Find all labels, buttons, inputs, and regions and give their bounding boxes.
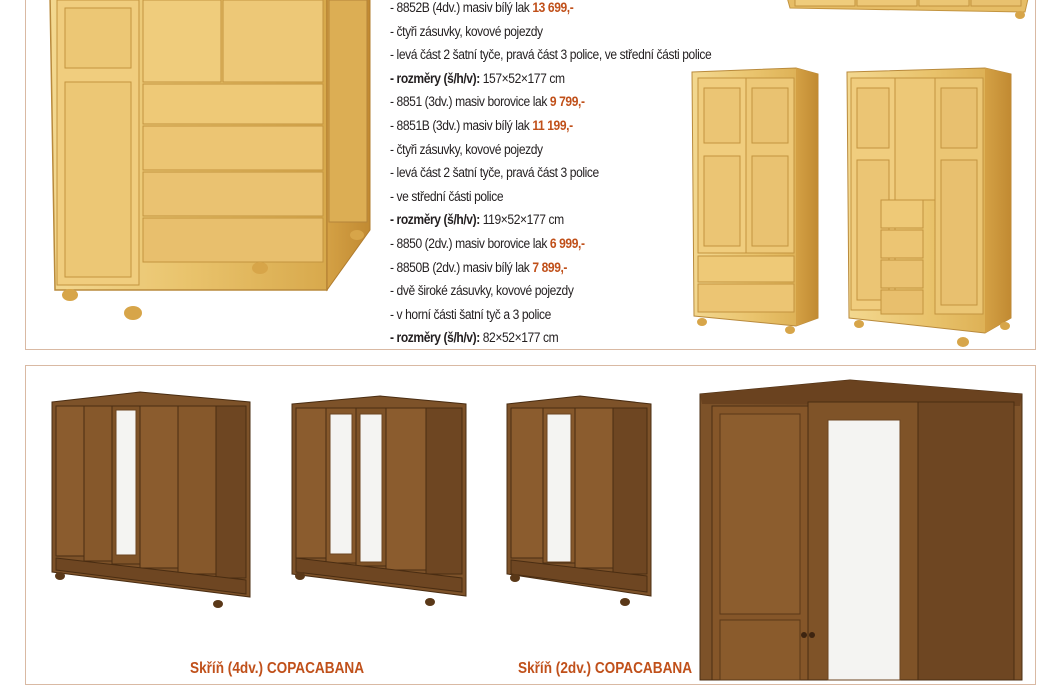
price: 7 899,- <box>532 259 568 275</box>
spec-line: - ve střední části police <box>390 188 504 204</box>
price: 9 799,- <box>549 94 585 110</box>
spec-line: - 8851 (3dv.) masiv borovice lak 9 799,- <box>390 94 585 110</box>
spec-line: - v horní části šatní tyč a 3 police <box>390 306 551 322</box>
price: 13 699,- <box>532 0 574 15</box>
spec-line: - čtyři zásuvky, kovové pojezdy <box>390 141 543 157</box>
wardrobe-2door-pine-image <box>690 68 822 338</box>
caption-four-door: Skříň (4dv.) COPACABANA <box>190 660 365 677</box>
spec-line: - 8851B (3dv.) masiv bílý lak 11 199,- <box>390 117 573 133</box>
price: 6 999,- <box>549 235 585 251</box>
spec-line: - čtyři zásuvky, kovové pojezdy <box>390 23 543 39</box>
caption-two-door: Skříň (2dv.) COPACABANA <box>518 660 693 677</box>
spec-line: - rozměry (š/h/v): 119×52×177 cm <box>390 212 564 228</box>
wardrobe-2door-walnut-large-image <box>700 380 1025 680</box>
spec-line: - dvě široké zásuvky, kovové pojezdy <box>390 283 574 299</box>
spec-line: - levá část 2 šatní tyče, pravá část 3 police, ve střední části police <box>390 47 712 63</box>
price: 11 199,- <box>532 117 573 133</box>
wardrobe-3door-mirror-walnut-image <box>505 396 655 611</box>
spec-line: - rozměry (š/h/v): 82×52×177 cm <box>390 330 559 346</box>
wardrobe-top-partial-image <box>785 0 1035 30</box>
spec-line: - rozměry (š/h/v): 157×52×177 cm <box>390 70 565 86</box>
wardrobe-3door-pine-image <box>845 68 1015 353</box>
spec-line: - 8850B (2dv.) masiv bílý lak 7 899,- <box>390 259 568 275</box>
spec-line: - levá část 2 šatní tyče, pravá část 3 police <box>390 165 599 181</box>
spec-line: - 8852B (4dv.) masiv bílý lak 13 699,- <box>390 0 574 15</box>
wardrobe-3door-walnut-image <box>290 396 470 611</box>
spec-line: - 8850 (2dv.) masiv borovice lak 6 999,- <box>390 235 585 251</box>
wardrobe-4door-pine-image <box>45 0 385 335</box>
wardrobe-4door-walnut-image <box>50 392 255 612</box>
